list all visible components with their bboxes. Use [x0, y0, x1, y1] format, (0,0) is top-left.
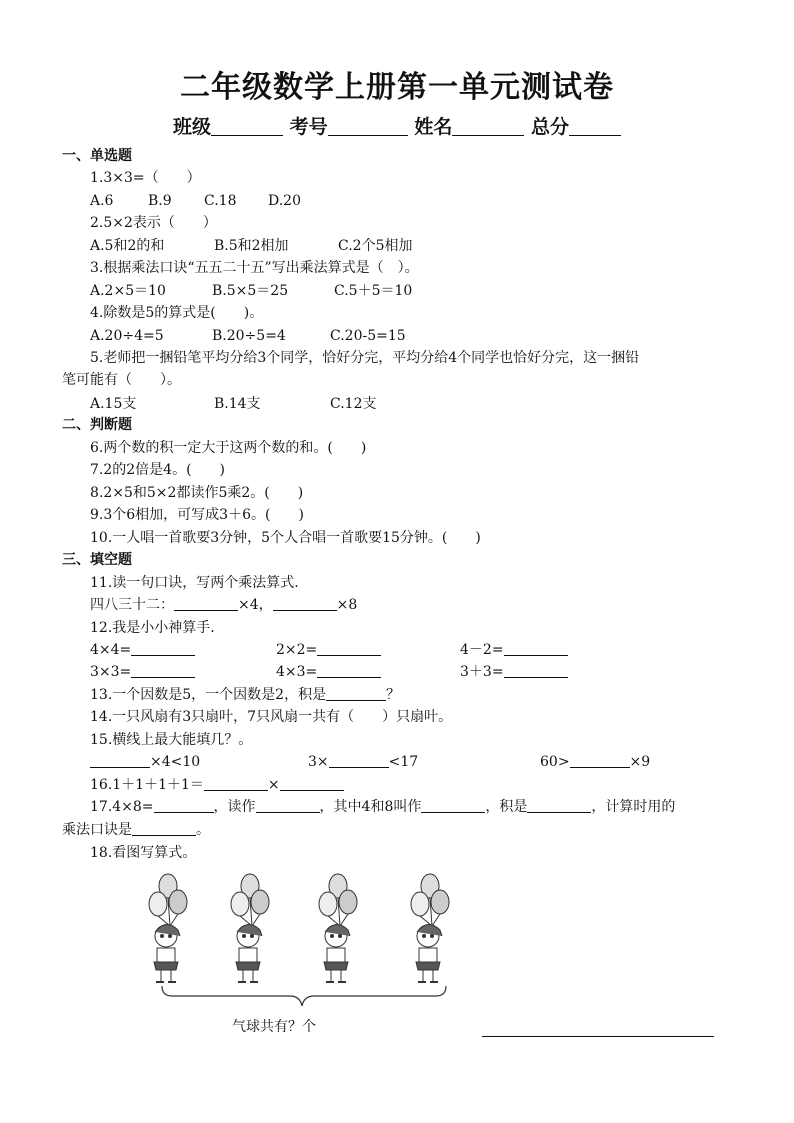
q1-option-a[interactable]: A.6 — [90, 193, 114, 209]
question-14: 14.一只风扇有3只扇叶，7只风扇一共有（ ）只扇叶。 — [90, 709, 453, 725]
question-12: 12.我是小小神算手. — [90, 620, 215, 636]
question-5-line-2: 笔可能有（ ）。 — [62, 372, 181, 388]
q17-blank-3[interactable] — [421, 798, 485, 813]
q16-blank-1[interactable] — [204, 776, 268, 791]
q3-option-b[interactable]: B.5×5＝25 — [212, 283, 289, 299]
q4-option-b[interactable]: B.20÷5=4 — [212, 328, 286, 344]
page-title: 二年级数学上册第一单元测试卷 — [180, 70, 614, 105]
question-16: 16.1＋1＋1＋1＝ × — [90, 775, 344, 795]
question-17-line-1: 17.4×8= ，读作 ，其中4和8叫作 ，积是 ，计算时用的 — [90, 799, 676, 815]
answer-blank[interactable] — [317, 663, 381, 678]
question-9: 9.3个6相加，可写成3＋6。( ) — [90, 507, 304, 523]
student-info-row — [0, 112, 794, 139]
q12-item: 3＋3= — [460, 662, 568, 682]
exam-no-blank[interactable] — [328, 115, 408, 136]
q11-mid: ×4， — [238, 597, 273, 613]
girls-with-balloons-figure — [140, 868, 480, 1018]
q17-blank-2[interactable] — [256, 798, 320, 813]
score-label: 总分 — [530, 116, 569, 138]
question-11: 11.读一句口诀，写两个乘法算式. — [90, 575, 299, 591]
question-1: 1.3×3=（ ） — [90, 170, 201, 186]
q15-blank-c[interactable] — [570, 753, 630, 768]
question-11-answers — [90, 595, 357, 615]
q3-option-c[interactable]: C.5＋5＝10 — [334, 283, 413, 299]
q11-blank-2[interactable] — [273, 596, 337, 611]
q15-blank-b[interactable] — [329, 753, 389, 768]
question-17-line-2: 乘法口诀是 。 — [62, 822, 210, 838]
q2-option-a[interactable]: A.5和2的和 — [90, 238, 165, 254]
name-blank[interactable] — [452, 115, 524, 136]
q5-option-c[interactable]: C.12支 — [330, 396, 377, 412]
q12-item: 4×4= — [90, 640, 195, 660]
q11-end: ×8 — [336, 597, 358, 613]
q1-option-b[interactable]: B.9 — [148, 193, 172, 209]
section-heading-single-choice: 一、单选题 — [62, 148, 132, 164]
q15-blank-a[interactable] — [90, 753, 150, 768]
q13-blank[interactable] — [326, 686, 386, 701]
exam-no-label: 考号 — [289, 116, 328, 138]
q12-item: 4×3= — [276, 662, 381, 682]
answer-blank[interactable] — [131, 663, 195, 678]
q11-blank-1[interactable] — [174, 596, 238, 611]
q17-blank-5[interactable] — [132, 821, 196, 836]
question-8: 8.2×5和5×2都读作5乘2。( ) — [90, 485, 304, 501]
question-2: 2.5×2表示（ ） — [90, 215, 217, 231]
q5-option-a[interactable]: A.15支 — [90, 396, 137, 412]
class-label: 班级 — [173, 116, 212, 138]
q15-part-c: 60> ×9 — [540, 754, 651, 770]
question-6: 6.两个数的积一定大于这两个数的和。( ) — [90, 440, 367, 456]
q16-blank-2[interactable] — [280, 776, 344, 791]
answer-blank[interactable] — [504, 663, 568, 678]
name-label: 姓名 — [414, 116, 453, 138]
section-heading-fill-blank: 三、填空题 — [62, 552, 132, 568]
question-10: 10.一人唱一首歌要3分钟，5个人合唱一首歌要15分钟。( ) — [90, 530, 481, 546]
q11-prefix: 四八三十二： — [90, 597, 174, 613]
question-15: 15.横线上最大能填几？。 — [90, 732, 253, 748]
answer-blank[interactable] — [504, 641, 568, 656]
question-4: 4.除数是5的算式是( )。 — [90, 305, 264, 321]
question-18: 18.看图写算式。 — [90, 845, 197, 861]
question-13: 13.一个因数是5，一个因数是2，积是 ？ — [90, 687, 401, 703]
q15-part-b: 3× <17 — [308, 754, 419, 770]
q2-option-c[interactable]: C.2个5相加 — [338, 238, 413, 254]
balloon-caption: 气球共有？个 — [232, 1019, 316, 1035]
question-7: 7.2的2倍是4。( ) — [90, 462, 226, 478]
q4-option-c[interactable]: C.20-5=15 — [330, 328, 406, 344]
question-5-line-1: 5.老师把一捆铅笔平均分给3个同学，恰好分完，平均分给4个同学也恰好分完，这一捆铅 — [90, 350, 640, 366]
q3-option-a[interactable]: A.2×5＝10 — [90, 283, 166, 299]
q1-option-c[interactable]: C.18 — [204, 193, 237, 209]
q4-option-a[interactable]: A.20÷4=5 — [90, 328, 164, 344]
score-blank[interactable] — [569, 115, 621, 136]
answer-blank[interactable] — [317, 641, 381, 656]
q18-answer-line[interactable] — [482, 1036, 714, 1037]
q5-option-b[interactable]: B.14支 — [214, 396, 261, 412]
section-heading-true-false: 二、判断题 — [62, 417, 132, 433]
q17-blank-1[interactable] — [154, 798, 214, 813]
q12-item: 2×2= — [276, 640, 381, 660]
q1-option-d[interactable]: D.20 — [268, 193, 301, 209]
q15-part-a: ×4<10 — [90, 752, 200, 772]
q12-item: 4－2= — [460, 640, 568, 660]
q2-option-b[interactable]: B.5和2相加 — [214, 238, 289, 254]
q12-item: 3×3= — [90, 662, 195, 682]
q17-blank-4[interactable] — [527, 798, 591, 813]
answer-blank[interactable] — [131, 641, 195, 656]
class-blank[interactable] — [211, 115, 283, 136]
question-3: 3.根据乘法口诀“五五二十五”写出乘法算式是（ ）。 — [90, 260, 419, 276]
